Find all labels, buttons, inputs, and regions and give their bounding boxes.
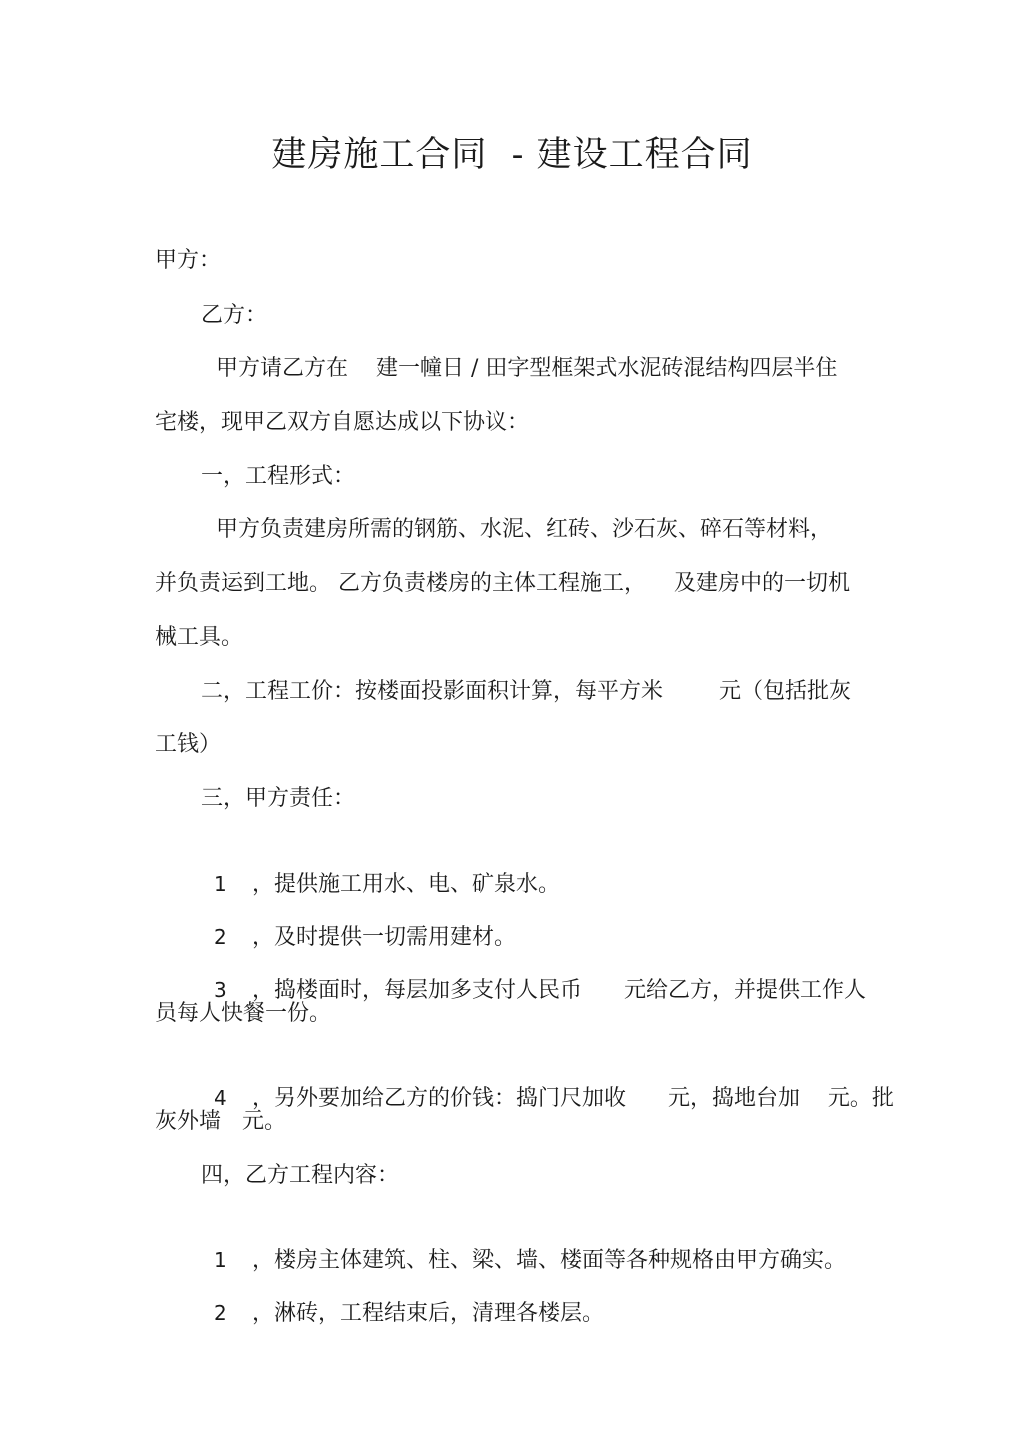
- section-4-heading: 四，乙方工程内容：: [201, 1163, 400, 1188]
- list-item-text: ，淋砖，工程结束后，清理各楼层。: [251, 1301, 604, 1326]
- list-item-continuation: 员每人快餐一份。: [155, 1001, 332, 1026]
- section-3-heading: 三，甲方责任：: [201, 786, 356, 811]
- list-item-number: 2: [213, 1301, 227, 1325]
- document-title: 建房施工合同 - 建设工程合同: [271, 135, 753, 175]
- party-b-label: 乙方：: [201, 303, 268, 328]
- intro-line-2: 宅楼，现甲乙双方自愿达成以下协议：: [155, 410, 530, 435]
- party-a-label: 甲方：: [155, 248, 222, 273]
- list-item-text: ，捣楼面时，每层加多支付人民币 元给乙方，并提供工作人: [251, 978, 866, 1003]
- list-item-text: ，另外要加给乙方的价钱：捣门尺加收 元，捣地台加 元。批: [251, 1086, 894, 1111]
- list-item-text: ，及时提供一切需用建材。: [251, 925, 516, 950]
- section-2-line-2: 工钱）: [155, 732, 222, 757]
- list-item: [186, 1268, 604, 1359]
- list-item-number: 2: [213, 925, 227, 949]
- section-2-line-1: 二，工程工价：按楼面投影面积计算，每平方米 元（包括批灰: [201, 679, 851, 704]
- list-item-text: ，楼房主体建筑、柱、梁、墙、楼面等各种规格由甲方确实。: [251, 1248, 846, 1273]
- list-item-number: 1: [213, 1248, 227, 1272]
- section-1-heading: 一，工程形式：: [201, 464, 356, 489]
- section-1-paragraph-line-3: 械工具。: [155, 625, 244, 650]
- intro-line-1: 甲方请乙方在 建一幢日 / 田字型框架式水泥砖混结构四层半住: [216, 356, 838, 381]
- list-item-number: 1: [213, 872, 227, 896]
- list-item-text: ，提供施工用水、电、矿泉水。: [251, 872, 560, 897]
- section-1-paragraph-line-1: 甲方负责建房所需的钢筋、水泥、红砖、沙石灰、碎石等材料，: [216, 517, 833, 542]
- list-item-number: 4: [213, 1086, 227, 1110]
- list-item-number: 3: [213, 978, 227, 1002]
- list-item-continuation: 灰外墙 元。: [155, 1109, 286, 1134]
- list-item: [186, 1053, 894, 1144]
- section-1-paragraph-line-2: 并负责运到工地。 乙方负责楼房的主体工程施工， 及建房中的一切机: [155, 571, 850, 596]
